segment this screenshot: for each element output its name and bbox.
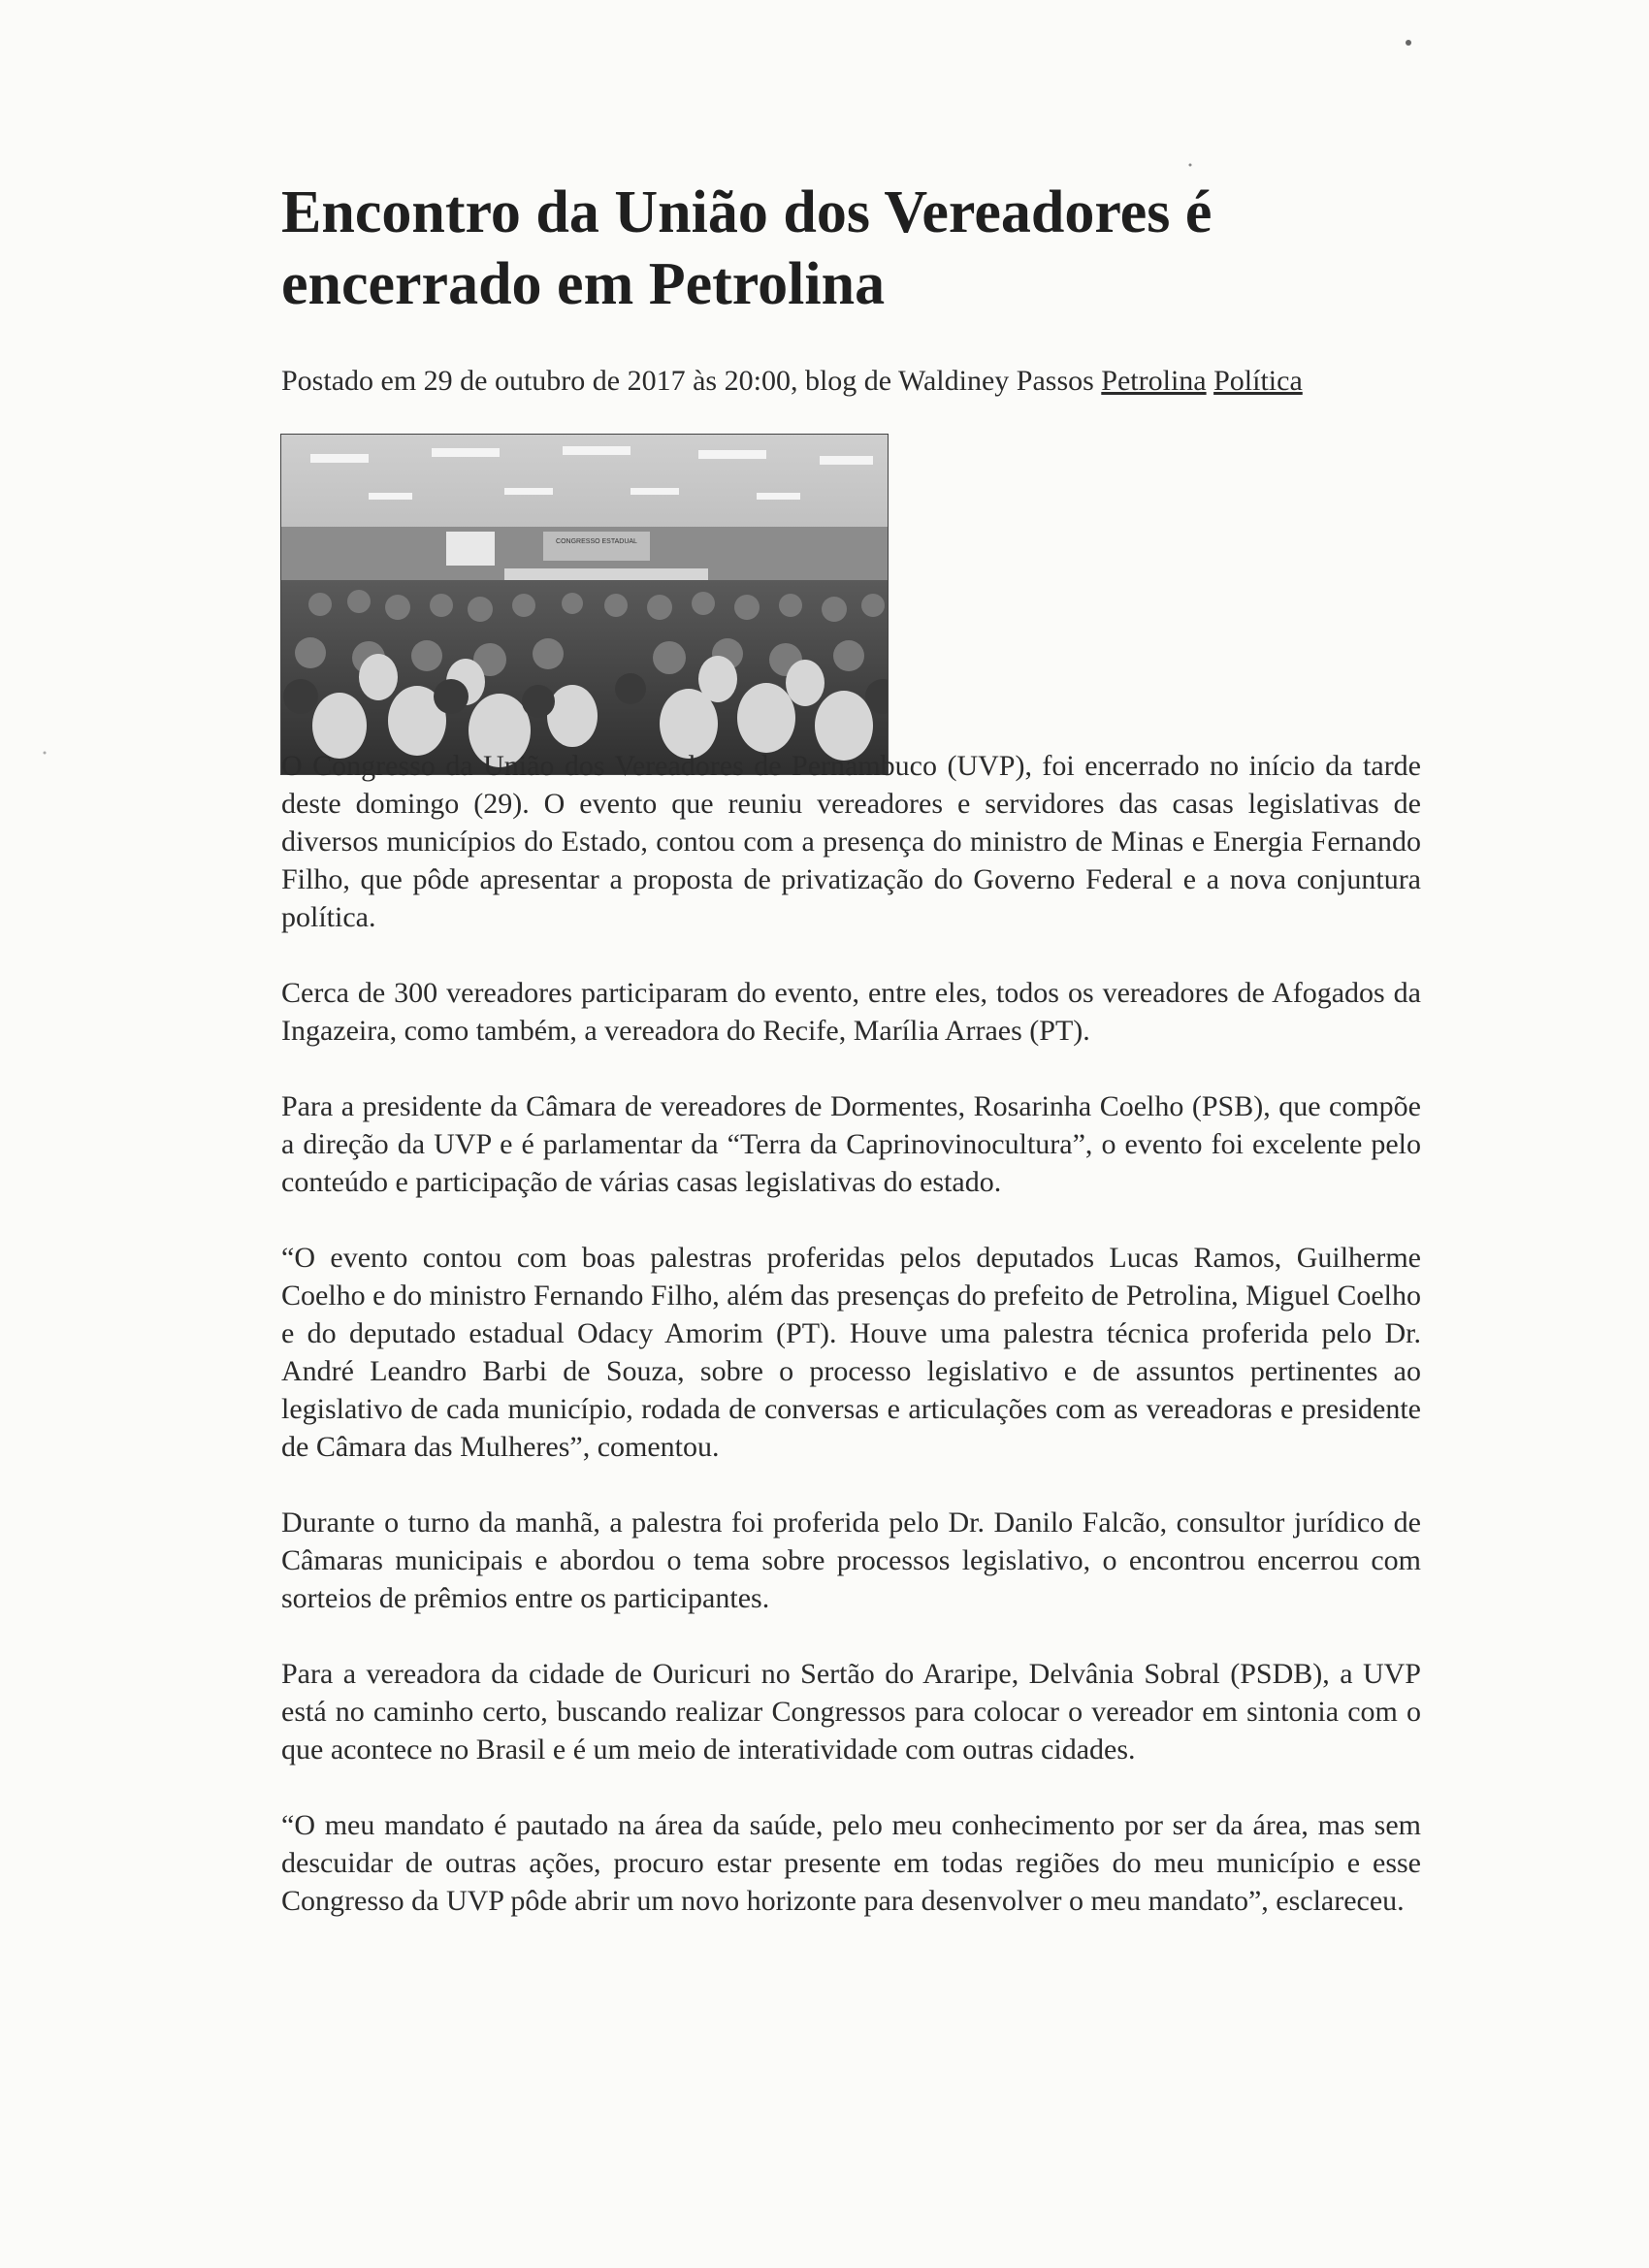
photo-banner-text: CONGRESSO ESTADUAL: [556, 538, 637, 545]
paragraph-1: O Congresso da União dos Vereadores de Pernambuco (UVP), foi encerrado no início da tarde deste domingo (29). O evento que reuniu vereadores e servidores das casas legislativas de diversos municípios do Estado, contou com a presença do ministro de Minas e Energia Fernando Filho, que pôde apresentar a proposta de privatização do Governo Federal e a nova conjuntura política.: [281, 750, 1421, 933]
title-line-1: Encontro da União dos Vereadores é: [281, 179, 1212, 245]
paragraph-7: “O meu mandato é pautado na área da saúde, pelo meu conhecimento por ser da área, mas sem descuidar de outras ações, procuro estar presente em todas regiões do meu município e esse Congresso da UVP pôde abrir um novo horizonte para desenvolver o meu mandato”, esclareceu.: [281, 1809, 1421, 1917]
paragraph-3: Para a presidente da Câmara de vereadores de Dormentes, Rosarinha Coelho (PSB), que compõe a direção da UVP e é parlamentar da “Terra da Caprinovinocultura”, o evento foi excelente pelo conteúdo e participação de várias casas legislativas do estado.: [281, 1090, 1421, 1198]
byline-text: Postado em 29 de outubro de 2017 às 20:00, blog de Waldiney Passos: [281, 365, 1102, 397]
paragraph-2: Cerca de 300 vereadores participaram do evento, entre eles, todos os vereadores de Afogados da Ingazeira, como também, a vereadora do Recife, Marília Arraes (PT).: [281, 977, 1421, 1047]
category-link-politica[interactable]: Política: [1213, 365, 1303, 397]
paragraph-6: Para a vereadora da cidade de Ouricuri no Sertão do Araripe, Delvânia Sobral (PSDB), a UVP está no caminho certo, buscando realizar Congressos para colocar o vereador em sintonia com o que acontece no Brasil e é um meio de interatividade com outras cidades.: [281, 1658, 1421, 1766]
title-line-2: encerrado em Petrolina: [281, 251, 886, 317]
paragraph-4: “O evento contou com boas palestras proferidas pelos deputados Lucas Ramos, Guilherme Coelho e do ministro Fernando Filho, além das presenças do prefeito de Petrolina, Miguel Coelho e do deputado estadual Odacy Amorim (PT). Houve uma palestra técnica proferida pelo Dr. André Leandro Barbi de Souza, sobre o processo legislativo e de assuntos pertinentes ao legislativo de cada município, rodada de conversas e articulações com as vereadoras e presidente de Câmara das Mulheres”, comentou.: [281, 1242, 1421, 1463]
paragraph-5: Durante o turno da manhã, a palestra foi proferida pelo Dr. Danilo Falcão, consultor jurídico de Câmaras municipais e abordou o tema sobre processos legislativo, o encontrou encerrou com sorteios de prêmios entre os participantes.: [281, 1507, 1421, 1614]
category-link-petrolina[interactable]: Petrolina: [1101, 365, 1207, 397]
